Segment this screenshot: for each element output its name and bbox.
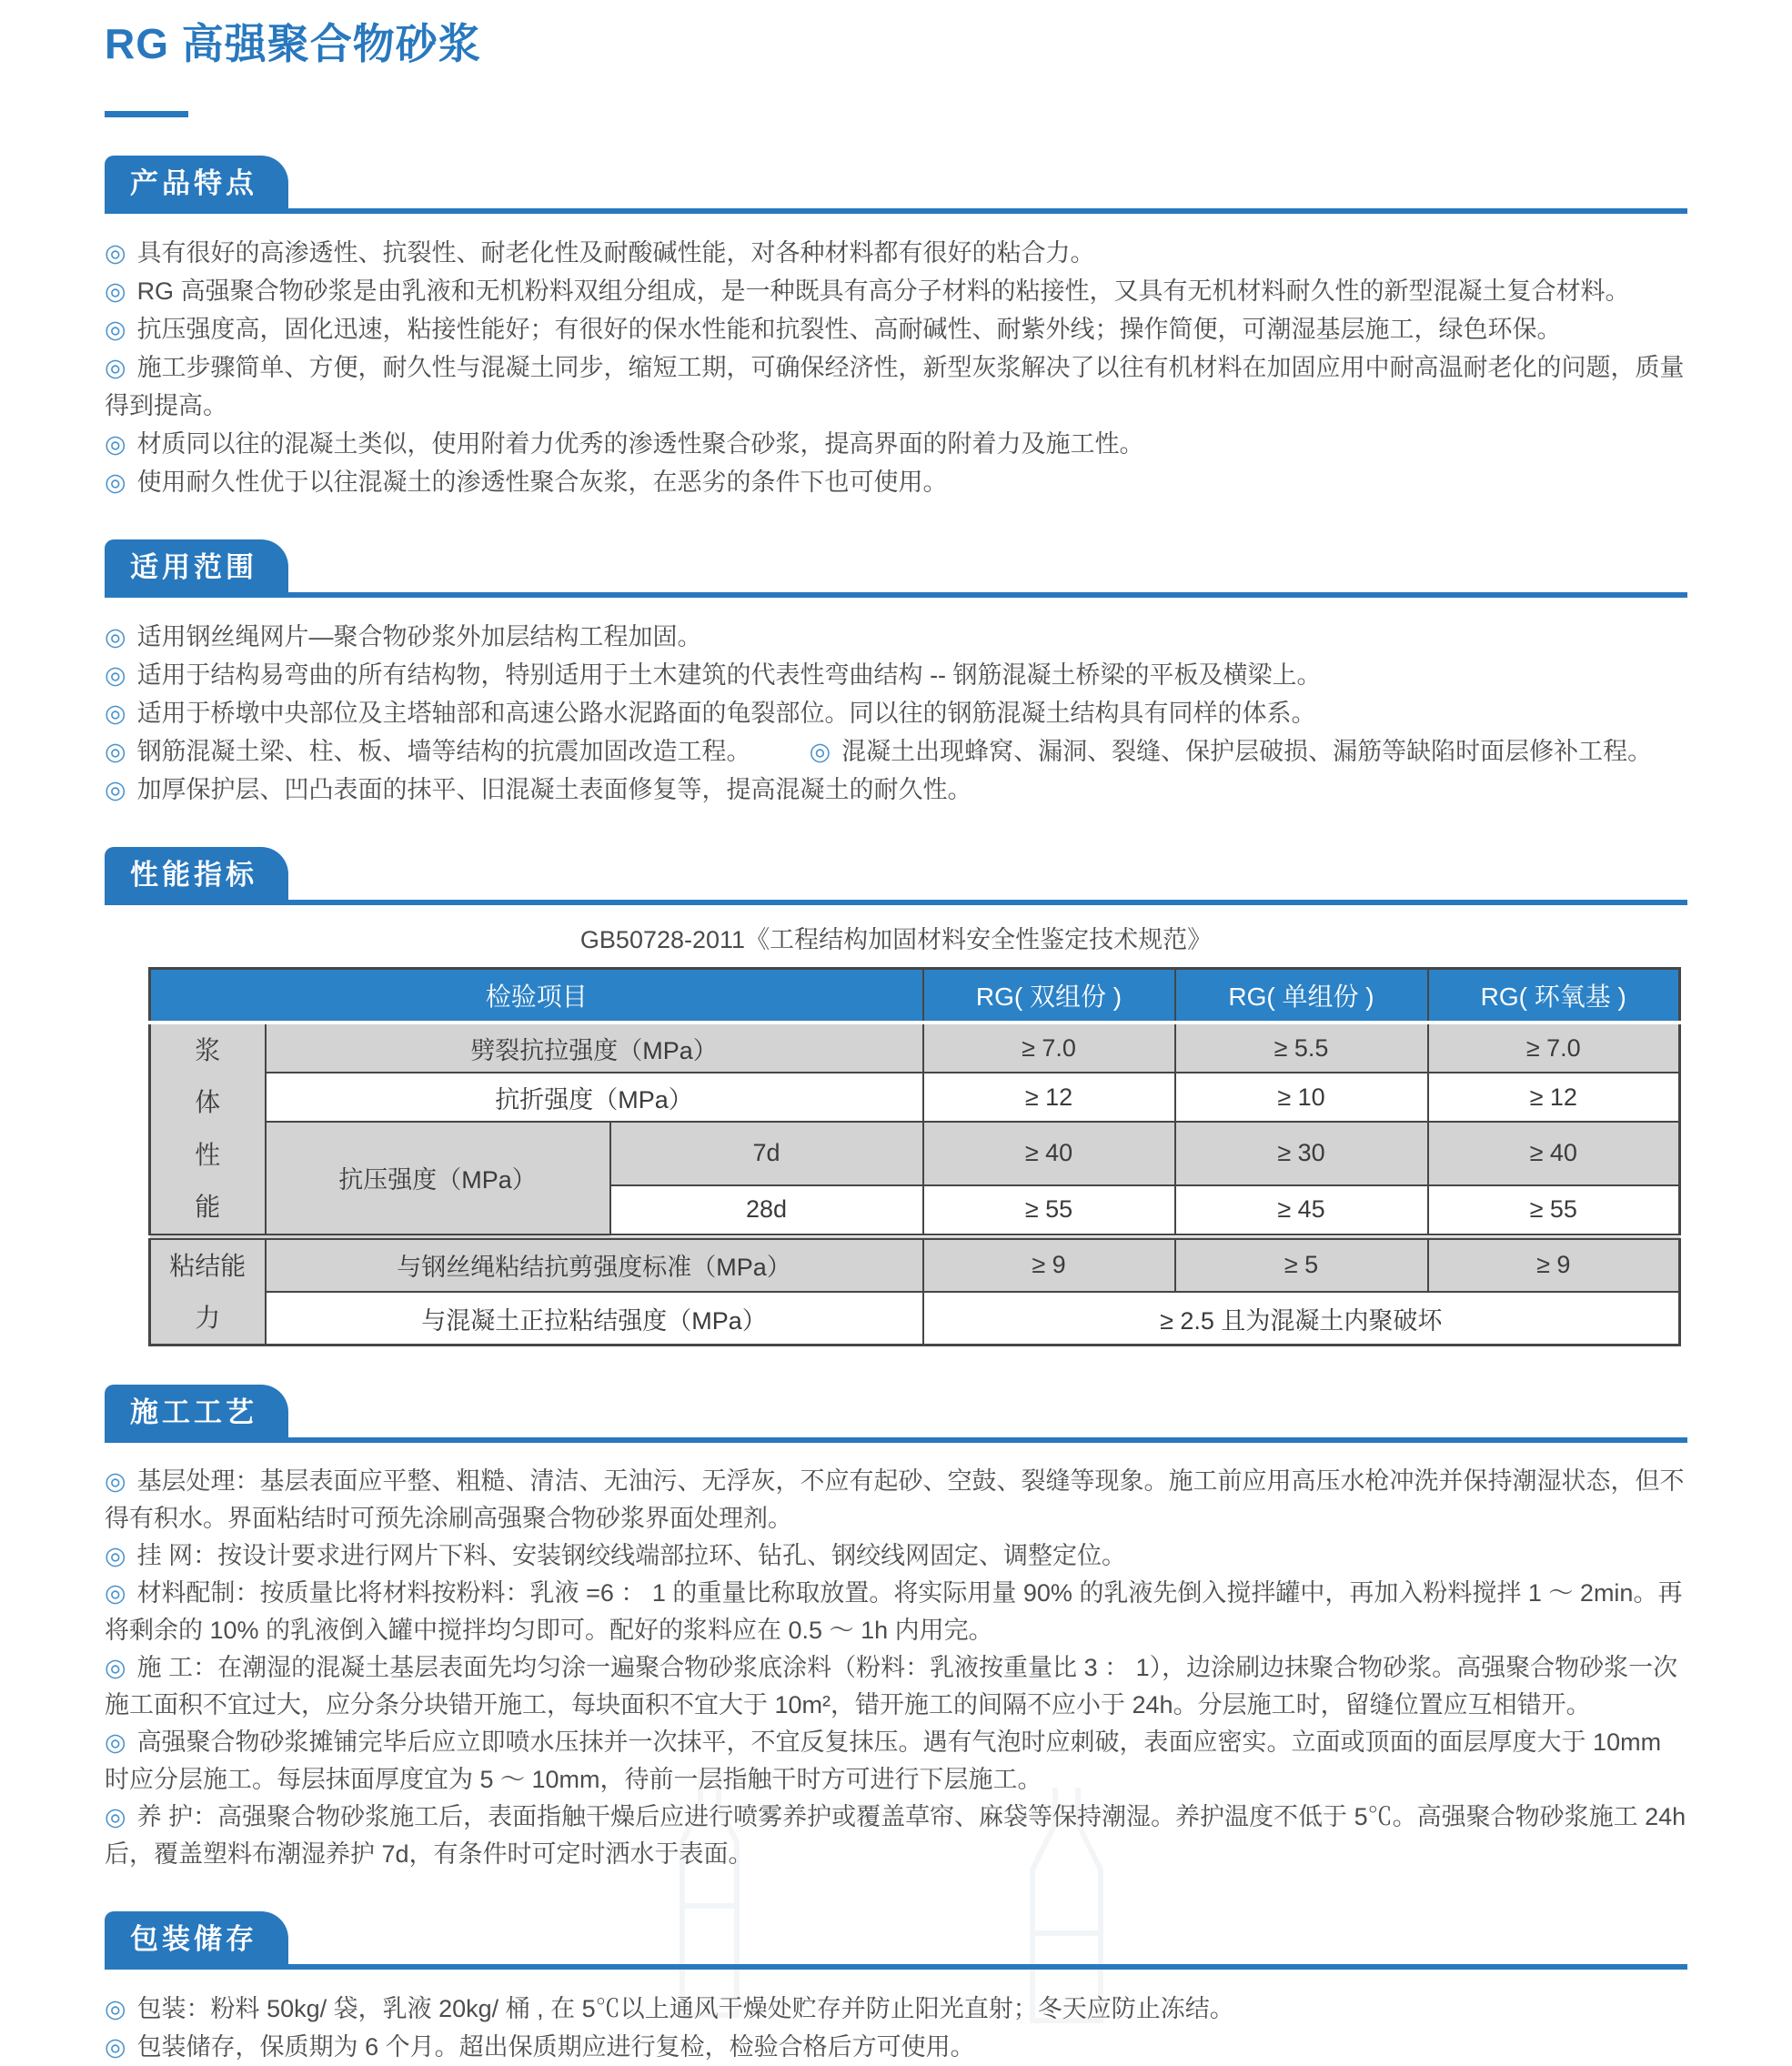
bullet-segment — [105, 354, 1685, 419]
group-label-text: 浆体性能 — [195, 1036, 221, 1222]
bullet-text: 适用于桥墩中央部位及主塔轴部和高速公路水泥路面的龟裂部位。同以往的钢筋混凝土结构具有同样的体系。 — [136, 700, 1316, 727]
section-features — [105, 156, 1687, 501]
section-badge-scope — [105, 539, 288, 598]
bullet-item — [105, 771, 1687, 809]
table-item-cell: 与钢丝绳粘结抗剪强度标准（MPa） — [266, 1236, 923, 1292]
bullet-segment — [105, 316, 1562, 343]
section-process — [105, 1385, 1687, 1873]
process-bullet-list — [105, 1463, 1687, 1873]
bullet-icon: ◎ — [105, 1654, 126, 1682]
section-title: 施工工艺 — [130, 1396, 257, 1429]
bullet-text: 使用耐久性优于以往混凝土的渗透性聚合灰浆，在恶劣的条件下也可使用。 — [136, 469, 948, 496]
bullet-item — [105, 234, 1687, 272]
bullet-icon: ◎ — [105, 277, 126, 305]
bullet-segment — [105, 469, 948, 496]
bullet-item — [105, 463, 1687, 501]
bullet-icon: ◎ — [105, 354, 126, 381]
table-item-cell: 劈裂抗拉强度（MPa） — [266, 1023, 923, 1073]
bullet-icon: ◎ — [105, 239, 126, 267]
bullet-item — [105, 425, 1687, 463]
table-value-cell: ≥ 55 — [1428, 1185, 1680, 1237]
bullet-text: 抗压强度高，固化迅速，粘接性能好；有很好的保水性能和抗裂性、高耐碱性、耐紫外线；操作简便，可潮湿基层施工，绿色环保。 — [136, 316, 1562, 343]
bullet-item — [105, 732, 1687, 771]
section-header-packaging — [105, 1911, 1687, 1970]
bullet-item — [105, 1463, 1687, 1537]
section-badge-performance — [105, 847, 288, 905]
bullet-segment — [105, 1654, 1677, 1718]
table-caption: GB50728-2011《工程结构加固材料安全性鉴定技术规范》 — [579, 926, 1213, 953]
bullet-text: 钢筋混凝土梁、柱、板、墙等结构的抗震加固改造工程。 — [136, 738, 751, 765]
bullet-segment — [105, 738, 751, 765]
performance-table — [148, 967, 1681, 1346]
bullet-segment — [105, 1803, 1686, 1868]
table-value-cell: ≥ 40 — [923, 1122, 1175, 1185]
bullet-segment — [105, 661, 1322, 689]
table-value-cell: ≥ 5.5 — [1175, 1023, 1428, 1073]
table-group-label — [150, 1236, 266, 1345]
scope-bullet-list — [105, 618, 1687, 809]
bullet-segment — [105, 277, 1630, 305]
bullet-segment — [105, 776, 972, 803]
bullet-item — [105, 656, 1687, 694]
section-badge-features — [105, 156, 288, 214]
bullet-text: 适用钢丝绳网片—聚合物砂浆外加层结构工程加固。 — [136, 623, 702, 650]
bullet-item — [105, 694, 1687, 732]
table-header-cell: RG( 单组份 ) — [1175, 969, 1428, 1023]
bullet-text: 适用于结构易弯曲的所有结构物，特别适用于土木建筑的代表性弯曲结构 -- 钢筋混凝土桥梁的平板及横梁上。 — [136, 661, 1322, 689]
page-title: RG 高强聚合物砂浆 — [105, 20, 481, 67]
bullet-item — [105, 1575, 1687, 1649]
bullet-text: 具有很好的高渗透性、抗裂性、耐老化性及耐酸碱性能，对各种材料都有很好的粘合力。 — [136, 239, 1095, 267]
table-value-cell: ≥ 9 — [923, 1236, 1175, 1292]
bullet-segment — [105, 700, 1316, 727]
bullet-item — [105, 1990, 1687, 2028]
bullet-icon: ◎ — [105, 469, 126, 496]
bullet-text: 施工步骤简单、方便，耐久性与混凝土同步，缩短工期，可确保经济性，新型灰浆解决了以往有机材料在加固应用中耐高温耐老化的问题，质量得到提高。 — [105, 354, 1685, 419]
section-title: 适用范围 — [130, 551, 257, 583]
section-header-process — [105, 1385, 1687, 1443]
bullet-text: 加厚保护层、凹凸表面的抹平、旧混凝土表面修复等，提高混凝土的耐久性。 — [136, 776, 972, 803]
bullet-icon: ◎ — [105, 1728, 126, 1757]
table-item-cell: 与混凝土正拉粘结强度（MPa） — [266, 1292, 923, 1345]
bullet-item — [105, 272, 1687, 310]
table-header-cell: RG( 环氧基 ) — [1428, 969, 1680, 1023]
table-value-cell: ≥ 7.0 — [923, 1023, 1175, 1073]
bullet-icon: ◎ — [105, 700, 126, 727]
bullet-icon: ◎ — [105, 661, 126, 689]
bullet-text: RG 高强聚合物砂浆是由乳液和无机粉料双组分组成，是一种既具有高分子材料的粘接性，又具有无机材料耐久性的新型混凝土复合材料。 — [136, 277, 1630, 305]
section-performance — [105, 847, 1687, 1346]
bullet-item — [105, 348, 1687, 425]
table-value-cell: ≥ 40 — [1428, 1122, 1680, 1185]
bullet-item — [105, 2028, 1687, 2066]
bullet-text: 材料配制：按质量比将材料按粉料：乳液 =6 ： 1 的重量比称取放置。将实际用量 90% 的乳液先倒入搅拌罐中，再加入粉料搅拌 1 ～ 2min。再将剩余的 10% 的乳液倒入罐中搅拌均匀即可。配好的浆料应在 0.5 ～ 1h 内用完。 — [105, 1579, 1683, 1645]
bullet-segment — [105, 1995, 1234, 2022]
bullet-icon: ◎ — [105, 316, 126, 343]
table-value-cell: ≥ 10 — [1175, 1073, 1428, 1122]
bullet-icon: ◎ — [105, 1467, 126, 1496]
table-value-cell: ≥ 30 — [1175, 1122, 1428, 1185]
table-value-cell: ≥ 45 — [1175, 1185, 1428, 1237]
table-value-cell: ≥ 9 — [1428, 1236, 1680, 1292]
table-sub-cell: 7d — [610, 1122, 923, 1185]
table-header-cell: RG( 双组份 ) — [923, 969, 1175, 1023]
bullet-icon: ◎ — [809, 738, 831, 765]
bullet-item — [105, 1649, 1687, 1724]
bullet-icon: ◎ — [105, 1542, 126, 1570]
section-packaging — [105, 1911, 1687, 2066]
bullet-item — [105, 618, 1687, 656]
table-merged-value-cell: ≥ 2.5 且为混凝土内聚破坏 — [923, 1292, 1680, 1345]
bullet-icon: ◎ — [105, 1803, 126, 1831]
table-value-cell: ≥ 5 — [1175, 1236, 1428, 1292]
section-header-features — [105, 156, 1687, 214]
table-value-cell: ≥ 55 — [923, 1185, 1175, 1237]
section-badge-process — [105, 1385, 288, 1443]
bullet-text: 材质同以往的混凝土类似，使用附着力优秀的渗透性聚合砂浆，提高界面的附着力及施工性。 — [136, 430, 1144, 458]
bullet-text: 高强聚合物砂浆摊铺完毕后应立即喷水压抹并一次抹平，不宜反复抹压。遇有气泡时应刺破，表面应密实。立面或顶面的面层厚度大于 10mm 时应分层施工。每层抹面厚度宜为 5 ～ 10mm，待前一层指触干时方可进行下层施工。 — [105, 1728, 1662, 1794]
bullet-segment — [105, 1579, 1682, 1644]
bullet-item — [105, 1724, 1687, 1799]
table-group-label — [150, 1023, 266, 1236]
bullet-icon: ◎ — [105, 430, 126, 458]
bullet-segment — [105, 1467, 1685, 1532]
bullet-segment — [105, 1728, 1661, 1793]
bullet-item — [105, 1537, 1687, 1575]
bullet-text: 包装：粉料 50kg/ 袋，乳液 20kg/ 桶 , 在 5℃以上通风干燥处贮存并防止阳光直射；冬天应防止冻结。 — [136, 1995, 1234, 2023]
bullet-text: 包装储存，保质期为 6 个月。超出保质期应进行复检，检验合格后方可使用。 — [136, 2033, 975, 2061]
bullet-segment — [810, 738, 1653, 765]
section-scope — [105, 539, 1687, 809]
section-title: 产品特点 — [130, 167, 257, 199]
table-sub-cell: 28d — [610, 1185, 923, 1237]
bullet-segment — [105, 1542, 1126, 1569]
table-value-cell: ≥ 12 — [1428, 1073, 1680, 1122]
bullet-segment — [105, 430, 1144, 458]
bullet-text: 挂 网：按设计要求进行网片下料、安装钢绞线端部拉环、钻孔、钢绞线网固定、调整定位。 — [136, 1542, 1127, 1570]
features-bullet-list — [105, 234, 1687, 501]
table-value-cell: ≥ 12 — [923, 1073, 1175, 1122]
table-value-cell: ≥ 7.0 — [1428, 1023, 1680, 1073]
bullet-text: 施 工：在潮湿的混凝土基层表面先均匀涂一遍聚合物砂浆底涂料（粉料：乳液按重量比 3 ： 1），边涂刷边抹聚合物砂浆。高强聚合物砂浆一次施工面积不宜过大，应分条分块错开施工，每块面积不宜大于 10m²，错开施工的间隔不应小于 24h。分层施工时，留缝位置应互相错开。 — [105, 1654, 1678, 1719]
bullet-text: 混凝土出现蜂窝、漏洞、裂缝、保护层破损、漏筋等缺陷时面层修补工程。 — [841, 738, 1653, 765]
section-title: 包装储存 — [130, 1923, 257, 1956]
section-badge-packaging — [105, 1911, 288, 1970]
table-item-cell: 抗折强度（MPa） — [266, 1073, 923, 1122]
bullet-text: 基层处理：基层表面应平整、粗糙、清洁、无油污、无浮灰，不应有起砂、空鼓、裂缝等现象。施工前应用高压水枪冲洗并保持潮湿状态，但不得有积水。界面粘结时可预先涂刷高强聚合物砂浆界面处理剂。 — [105, 1467, 1685, 1533]
title-underline — [105, 111, 188, 117]
bullet-segment — [105, 623, 702, 650]
table-header-cell: 检验项目 — [150, 969, 923, 1023]
bullet-icon: ◎ — [105, 623, 126, 650]
bullet-icon: ◎ — [105, 1995, 126, 2023]
performance-table-mount — [105, 967, 1687, 1346]
section-header-performance — [105, 847, 1687, 905]
bullet-icon: ◎ — [105, 1579, 126, 1607]
bullet-icon: ◎ — [105, 2033, 126, 2061]
bullet-segment — [105, 2033, 975, 2061]
bullet-text: 养 护：高强聚合物砂浆施工后，表面指触干燥后应进行喷雾养护或覆盖草帘、麻袋等保持潮湿。养护温度不低于 5℃。高强聚合物砂浆施工 24h 后，覆盖塑料布潮湿养护 7d，有条件时可定时洒水于表面。 — [105, 1803, 1686, 1869]
group-label-text: 粘结能力 — [169, 1251, 247, 1332]
bullet-segment — [105, 239, 1095, 267]
table-item-cell: 抗压强度（MPa） — [266, 1122, 610, 1236]
bullet-item — [105, 310, 1687, 348]
packaging-bullet-list — [105, 1990, 1687, 2066]
bullet-icon: ◎ — [105, 776, 126, 803]
section-header-scope — [105, 539, 1687, 598]
bullet-item — [105, 1799, 1687, 1873]
bullet-icon: ◎ — [105, 738, 126, 765]
section-title: 性能指标 — [130, 859, 257, 891]
